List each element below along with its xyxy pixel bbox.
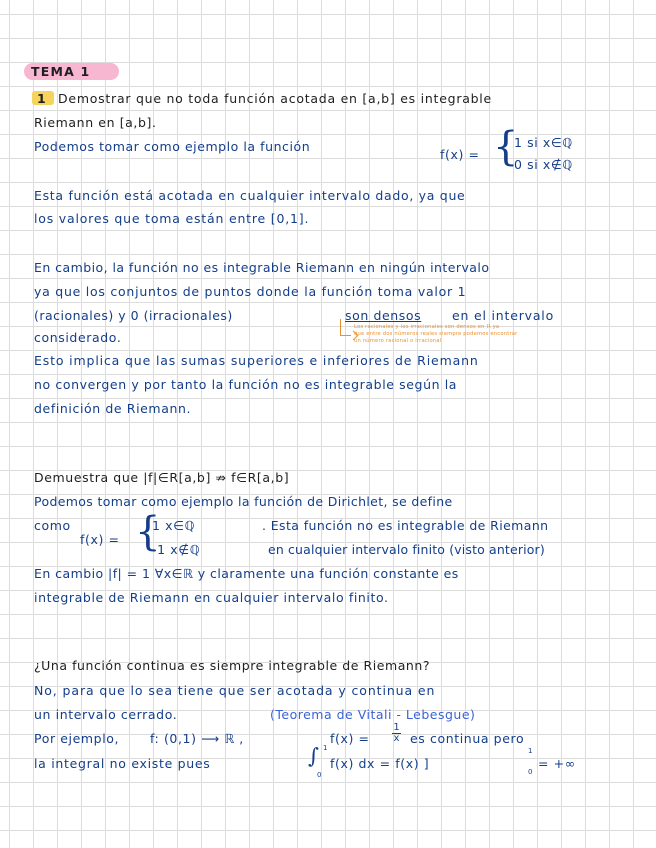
page-title: TEMA 1 [31,64,91,79]
exercise-2-paragraph2-line1: En cambio |f| = 1 ∀x∈ℝ y claramente una función constante es [34,566,459,581]
fraction-denominator: x [393,733,400,744]
exercise-1-bounded-line2: los valores que toma están entre [0,1]. [34,211,310,226]
exercise-1-paragraph4-line3: definición de Riemann. [34,401,192,416]
exercise-2-paragraph2-line2: integrable de Riemann en cualquier intervalo finito. [34,590,389,605]
exercise-2-case-1: 1 x∈ℚ [152,518,196,533]
exercise-1-number: 1 [37,91,47,106]
exercise-3-example-tail: es continua pero [410,731,525,746]
exercise-3-example-label: Por ejemplo, [34,731,120,746]
exercise-1-statement-line2: Riemann en [a,b]. [34,115,157,130]
annotation-line2: que entre dos números reales siempre podemos encontrar [354,331,518,337]
exercise-1-case-1: 1 si x∈ℚ [514,135,573,150]
exercise-1-paragraph4-line1: Esto implica que las sumas superiores e inferiores de Riemann [34,353,479,368]
exercise-2-case-2: -1 x∉ℚ [152,542,201,557]
integral-sign: ∫ [308,744,319,768]
exercise-2-como: como [34,518,71,533]
exercise-3-fx: f(x) = [330,731,370,746]
integral-body: f(x) dx = f(x) ] [330,756,430,771]
annotation-arrow-icon [340,319,351,336]
exercise-2-side-line2: en cualquier intervalo finito (visto anterior) [268,542,545,557]
exercise-1-paragraph3-line3a: (racionales) y 0 (irracionales) [34,308,233,323]
exercise-1-case-2: 0 si x∉ℚ [514,157,573,172]
exercise-2-intro: Podemos tomar como ejemplo la función de Dirichlet, se define [34,494,453,509]
exercise-1-brace: { [493,124,519,170]
exercise-1-paragraph3-line4: considerado. [34,330,122,345]
exercise-3-line4: la integral no existe pues [34,756,211,771]
integral-upper-limit: 1 [323,744,329,752]
exercise-3-answer-line1: No, para que lo sea tiene que ser acotada y continua en [34,683,436,698]
exercise-3-fraction [392,723,401,744]
exercise-2-fx: f(x) = [80,532,120,547]
exercise-3-answer-line2: un intervalo cerrado. [34,707,178,722]
exercise-3-map: f: (0,1) ⟶ ℝ , [150,731,244,746]
fraction-numerator: 1 [393,722,400,733]
exercise-3-question: ¿Una función continua es siempre integrable de Riemann? [34,658,431,673]
annotation-line1: Los racionales y los irracionales son densos en ℝ ya [354,324,500,330]
exercise-1-intro: Podemos tomar como ejemplo la función [34,139,311,154]
evaluation-upper: 1 [528,747,534,755]
integral-lower-limit: 0 [317,771,323,779]
exercise-1-paragraph3-line2: ya que los conjuntos de puntos donde la función toma valor 1 [34,284,467,299]
exercise-1-fx: f(x) = [440,147,480,162]
exercise-1-paragraph3-line1: En cambio, la función no es integrable Riemann en ningún intervalo [34,260,490,275]
evaluation-lower: 0 [528,768,534,776]
exercise-3-theorem: (Teorema de Vitali - Lebesgue) [270,707,476,722]
exercise-1-paragraph3-line3c: en el intervalo [452,308,555,323]
exercise-1-statement-line1: Demostrar que no toda función acotada en [a,b] es integrable [58,91,492,106]
integral-result: = +∞ [538,756,576,771]
exercise-2-brace: { [135,509,161,555]
annotation-line3: un número racional o irracional [354,338,442,344]
exercise-1-paragraph3-dense: son densos [345,308,422,323]
exercise-1-bounded-line1: Esta función está acotada en cualquier intervalo dado, ya que [34,188,466,203]
exercise-1-paragraph4-line2: no convergen y por tanto la función no es integrable según la [34,377,458,392]
exercise-2-side-line1: . Esta función no es integrable de Riemann [262,518,549,533]
exercise-2-heading: Demuestra que |f|∈R[a,b] ⇏ f∈R[a,b] [34,470,290,485]
